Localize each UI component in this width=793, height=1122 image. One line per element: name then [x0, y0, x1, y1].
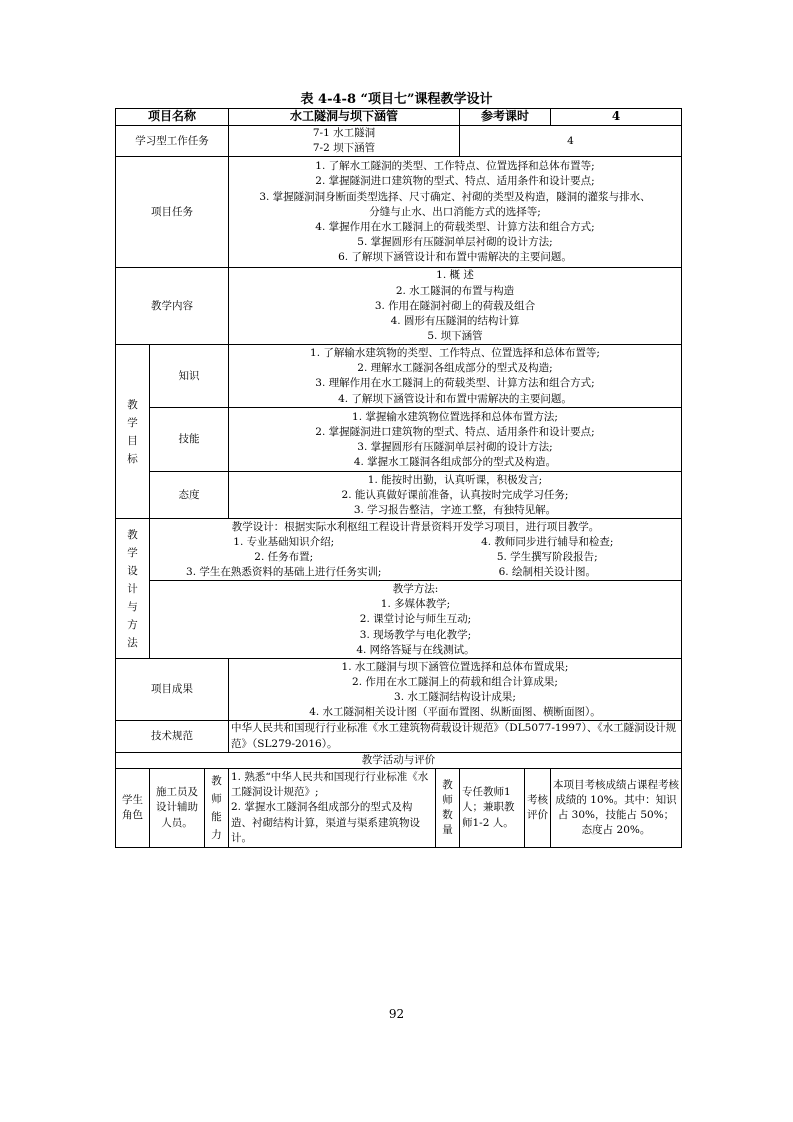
student-role-value: 施工员及设计辅助人员。	[150, 769, 205, 848]
ref-hours-label: 参考课时	[460, 109, 551, 126]
project-name-value: 水工隧洞与坝下涵管	[229, 109, 460, 126]
skills-content	[229, 408, 682, 472]
design-step-row	[152, 535, 679, 550]
design-step-row	[152, 550, 679, 565]
assessment-label: 考核评价	[525, 769, 551, 848]
attitude-content	[229, 472, 682, 519]
list-item: 1. 水工隧洞与坝下涵管位置选择和总体布置成果;	[341, 660, 569, 673]
skills-label: 技能	[150, 408, 229, 472]
teacher-ability-char: 力	[211, 829, 222, 842]
list-item: 2. 水工隧洞的布置与构造	[395, 284, 515, 297]
project-name-label: 项目名称	[116, 109, 229, 126]
objectives-char: 标	[127, 452, 138, 465]
list-item: 2. 掌握隧洞进口建筑物的型式、特点、适用条件和设计要点;	[315, 425, 595, 438]
design-char: 计	[127, 582, 138, 595]
list-item: 1. 掌握输水建筑物位置选择和总体布置方法;	[352, 410, 558, 423]
list-item: 2. 理解水工隧洞各组成部分的型式及构造;	[357, 362, 553, 375]
teacher-ability-char: 师	[211, 793, 222, 806]
list-item: 3. 现场教学与电化教学;	[359, 628, 472, 641]
list-item: 3. 作用在隧洞衬砌上的荷载及组合	[374, 299, 536, 312]
tasks-hours: 4	[460, 126, 682, 157]
list-item: 分缝与止水、出口消能方式的选择等;	[369, 205, 541, 218]
list-item: 3. 理解作用在水工隧洞上的荷载类型、计算方法和组合方式;	[315, 377, 595, 390]
teaching-content-label: 教学内容	[116, 268, 229, 345]
list-item: 4. 掌握水工隧洞各组成部分的型式及构造。	[353, 456, 557, 469]
list-item: 3. 水工隧洞结构设计成果;	[394, 690, 516, 703]
design-step-row	[152, 565, 679, 580]
objectives-char: 学	[127, 416, 138, 429]
list-item: 2. 能认真做好课前准备，认真按时完成学习任务;	[341, 488, 569, 501]
knowledge-label: 知识	[150, 345, 229, 408]
student-role-label: 学生角色	[116, 769, 150, 848]
design-char: 与	[127, 600, 138, 613]
methods-title: 教学方法:	[392, 582, 439, 595]
task-item: 7-2 坝下涵管	[312, 142, 376, 155]
assessment-value: 本项目考核成绩占课程考核成绩的 10%。其中：知识占 30%，技能占 50%；态度占 20%。	[551, 769, 682, 848]
design-step: 1. 专业基础知识介绍;	[233, 535, 335, 548]
list-item: 6. 了解坝下涵管设计和布置中需解决的主要问题。	[338, 251, 572, 264]
standards-text: 中华人民共和国现行行业标准《水工建筑物荷载设计规范》（DL5077-1997）、《水工隧洞设计规范》（SL279-2016）。	[229, 721, 682, 752]
design-content	[150, 519, 682, 581]
design-step: 6. 绘制相关设计图。	[498, 566, 596, 579]
design-label	[116, 519, 150, 659]
list-item: 4. 水工隧洞相关设计图（平面布置图、纵断面图、横断面图）。	[309, 706, 601, 719]
list-item: 4. 网络答疑与在线测试。	[356, 643, 475, 656]
list-item: 2. 作用在水工隧洞上的荷载和组合计算成果;	[352, 675, 558, 688]
design-char: 法	[127, 636, 138, 649]
list-item: 2. 课堂讨论与师生互动;	[359, 613, 472, 626]
list-item: 4. 了解坝下涵管设计和布置中需解决的主要问题。	[338, 392, 572, 405]
page-number: 92	[388, 1007, 405, 1021]
table-caption: 表 4-4-8 “项目七”课程教学设计	[300, 92, 493, 107]
list-item: 3. 学习报告整洁，字迹工整，有独特见解。	[353, 504, 557, 517]
teaching-content-list	[229, 268, 682, 345]
ref-hours-value: 4	[551, 109, 682, 126]
task-item: 7-1 水工隧洞	[312, 127, 376, 139]
design-step: 3. 学生在熟悉资料的基础上进行任务实训;	[186, 566, 382, 579]
design-char: 学	[127, 546, 138, 559]
results-content	[229, 659, 682, 721]
project-tasks-content	[229, 157, 682, 268]
list-item: 2. 掌握水工隧洞各组成部分的型式及构造、衬砌结构计算，渠道与渠系建筑物设计。	[231, 801, 420, 844]
list-item: 4. 圆形有压隧洞的结构计算	[390, 315, 520, 328]
design-intro: 教学设计：根据实际水利枢纽工程设计背景资料开发学习项目，进行项目教学。	[231, 520, 600, 533]
design-char: 设	[127, 564, 138, 577]
standards-label: 技术规范	[116, 721, 229, 752]
list-item: 4. 掌握作用在水工隧洞上的荷载类型、计算方法和组合方式;	[315, 221, 595, 233]
teacher-count-label: 教师数量	[436, 769, 460, 848]
list-item: 1. 了解水工隧洞的类型、工作特点、位置选择和总体布置等;	[315, 160, 595, 173]
tasks-list	[229, 126, 460, 157]
objectives-label	[116, 345, 150, 519]
list-item: 3. 掌握隧洞洞身断面类型选择、尺寸确定、衬砌的类型及构造，隧洞的灌浆与排水、	[259, 190, 651, 203]
teacher-ability-char: 教	[211, 775, 222, 788]
methods-content	[150, 581, 682, 659]
design-char: 教	[127, 528, 138, 541]
course-design-table	[115, 108, 682, 848]
objectives-char: 教	[127, 398, 138, 411]
list-item: 3. 掌握圆形有压隧洞单层衬砌的设计方法;	[357, 440, 553, 453]
list-item: 5. 坝下涵管	[427, 330, 483, 343]
activities-title: 教学活动与评价	[116, 752, 682, 768]
list-item: 5. 掌握圆形有压隧洞单层衬砌的设计方法;	[357, 236, 553, 249]
design-step: 4. 教师同步进行辅导和检查;	[481, 535, 614, 548]
list-item: 1. 概 述	[436, 269, 474, 282]
teacher-count-value: 专任教师1人；兼职教师1-2 人。	[460, 769, 525, 848]
project-tasks-label: 项目任务	[116, 157, 229, 268]
design-step: 5. 学生撰写阶段报告;	[496, 550, 598, 563]
list-item: 2. 掌握隧洞进口建筑物的型式、特点、适用条件和设计要点;	[315, 175, 595, 188]
objectives-char: 目	[127, 434, 138, 447]
knowledge-content	[229, 345, 682, 408]
teacher-ability-label	[205, 769, 229, 848]
results-label: 项目成果	[116, 659, 229, 721]
design-char: 方	[127, 618, 138, 631]
list-item: 1. 多媒体教学;	[380, 598, 451, 611]
list-item: 1. 了解输水建筑物的类型、工作特点、位置选择和总体布置等;	[310, 347, 600, 360]
attitude-label: 态度	[150, 472, 229, 519]
design-step: 2. 任务布置;	[254, 550, 314, 563]
teacher-ability-char: 能	[211, 811, 222, 824]
teacher-ability-content	[229, 769, 436, 848]
list-item: 1. 能按时出勤，认真听课，积极发言;	[367, 473, 543, 486]
tasks-label: 学习型工作任务	[116, 126, 229, 157]
list-item: 1. 熟悉“中华人民共和国现行行业标准《水工隧洞设计规范》;	[231, 771, 429, 799]
